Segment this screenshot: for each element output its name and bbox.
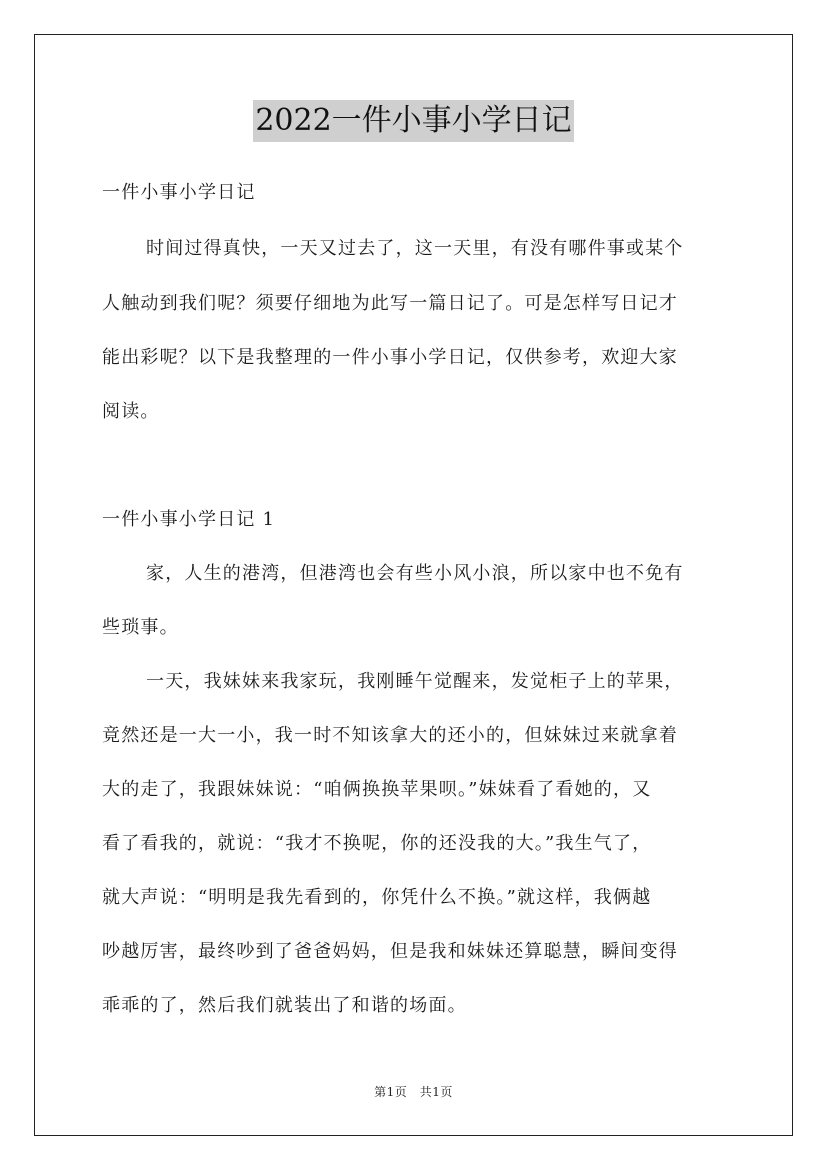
para1-line-2: 些琐事。	[102, 617, 179, 638]
intro-line-2: 人触动到我们呢？须要仔细地为此写一篇日记了。可是怎样写日记才	[102, 293, 678, 314]
para2-line-3: 大的走了，我跟妹妹说：“咱俩换换苹果呗。”妹妹看了看她的，又	[102, 779, 652, 800]
intro-line-1: 时间过得真快，一天又过去了，这一天里，有没有哪件事或某个	[146, 238, 684, 259]
para2-line-6: 吵越厉害，最终吵到了爸爸妈妈，但是我和妹妹还算聪慧，瞬间变得	[102, 941, 678, 962]
section-heading-1: 一件小事小学日记 1	[102, 509, 276, 530]
para2-line-1: 一天，我妹妹来我家玩，我刚睡午觉醒来，发觉柜子上的苹果，	[146, 671, 684, 692]
page-number: 第1页 共1页	[374, 1085, 453, 1099]
para2-line-4: 看了看我的，就说：“我才不换呢，你的还没我的大。”我生气了，	[102, 833, 652, 854]
intro-heading: 一件小事小学日记	[102, 182, 256, 203]
intro-line-4: 阅读。	[102, 401, 160, 422]
para2-line-7: 乖乖的了，然后我们就装出了和谐的场面。	[102, 995, 467, 1016]
title-container	[0, 100, 827, 142]
document-title: 2022一件小事小学日记	[253, 100, 573, 142]
para2-line-5: 就大声说：“明明是我先看到的，你凭什么不换。”就这样，我俩越	[102, 887, 652, 908]
para1-line-1: 家，人生的港湾，但港湾也会有些小风小浪，所以家中也不免有	[146, 563, 684, 584]
para2-line-2: 竟然还是一大一小，我一时不知该拿大的还小的，但妹妹过来就拿着	[102, 725, 678, 746]
intro-line-3: 能出彩呢？以下是我整理的一件小事小学日记，仅供参考，欢迎大家	[102, 347, 678, 368]
